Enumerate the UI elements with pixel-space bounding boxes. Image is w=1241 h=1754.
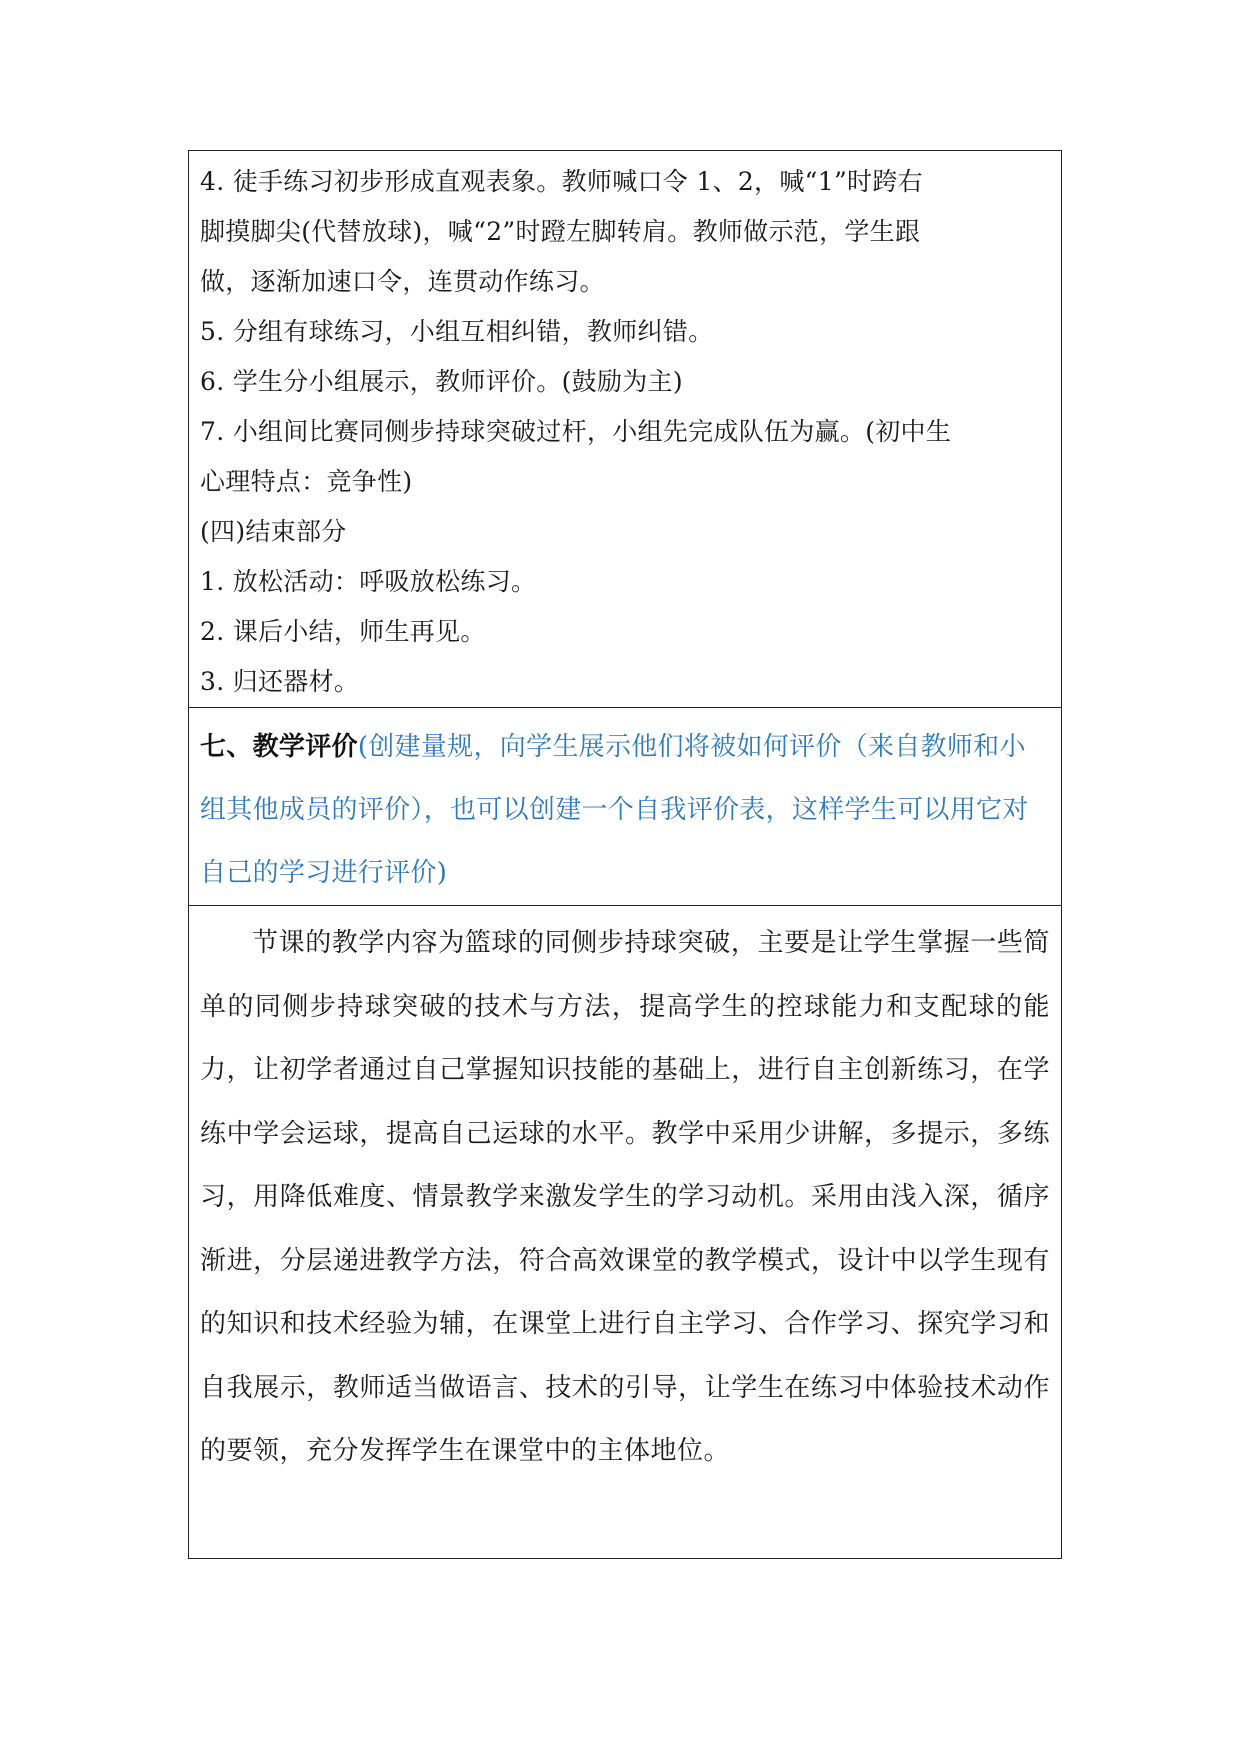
procedure-line: 4. 徒手练习初步形成直观表象。教师喊口令 1、2，喊“1”时跨右 <box>200 167 923 196</box>
evaluation-content <box>200 708 1050 905</box>
procedure-line: 2. 课后小结，师生再见。 <box>200 617 486 646</box>
procedure-line: 7. 小组间比赛同侧步持球突破过杆，小组先完成队伍为赢。(初中生 <box>200 417 952 446</box>
procedure-line: 3. 归还器材。 <box>200 667 360 696</box>
lesson-plan-table <box>188 150 1062 1559</box>
summary-paragraph: 节课的教学内容为篮球的同侧步持球突破，主要是让学生掌握一些简单的同侧步持球突破的技术与方法，提高学生的控球能力和支配球的能力，让初学者通过自己掌握知识技能的基础上，进行自主创新练习，在学练中学会运球，提高自己运球的水平。教学中采用少讲解，多提示，多练习，用降低难度、情景教学来激发学生的学习动机。采用由浅入深，循序渐进，分层递进教学方法，符合高效课堂的教学模式，设计中以学生现有的知识和技术经验为辅，在课堂上进行自主学习、合作学习、探究学习和自我展示，教师适当做语言、技术的引导，让学生在练习中体验技术动作的要领，充分发挥学生在课堂中的主体地位。 <box>200 928 1050 1466</box>
procedure-line: 5. 分组有球练习，小组互相纠错，教师纠错。 <box>200 317 714 346</box>
procedure-line: 心理特点：竞争性) <box>200 467 413 496</box>
procedure-line: 6. 学生分小组展示，教师评价。(鼓励为主) <box>200 367 683 396</box>
teaching-procedure-cell <box>189 151 1062 708</box>
table-row <box>189 151 1062 708</box>
procedure-line: 做，逐渐加速口令，连贯动作练习。 <box>200 267 605 296</box>
table-row <box>189 906 1062 1559</box>
evaluation-heading: 七、教学评价 <box>200 732 358 762</box>
section-heading-ending: (四)结束部分 <box>200 517 347 546</box>
evaluation-note: (创建量规，向学生展示他们将被如何评价（来自教师和小组其他成员的评价），也可以创建一个自我评价表，这样学生可以用它对自己的学习进行评价) <box>200 732 1029 888</box>
evaluation-body-cell <box>189 906 1062 1559</box>
procedure-line: 1. 放松活动：呼吸放松练习。 <box>200 567 537 596</box>
evaluation-paragraph <box>200 716 1050 905</box>
evaluation-header-cell <box>189 708 1062 906</box>
summary-content <box>200 906 1050 1484</box>
table-row <box>189 708 1062 906</box>
procedure-line: 脚摸脚尖(代替放球)，喊“2”时蹬左脚转肩。教师做示范，学生跟 <box>200 217 921 246</box>
procedure-content <box>200 151 1050 707</box>
